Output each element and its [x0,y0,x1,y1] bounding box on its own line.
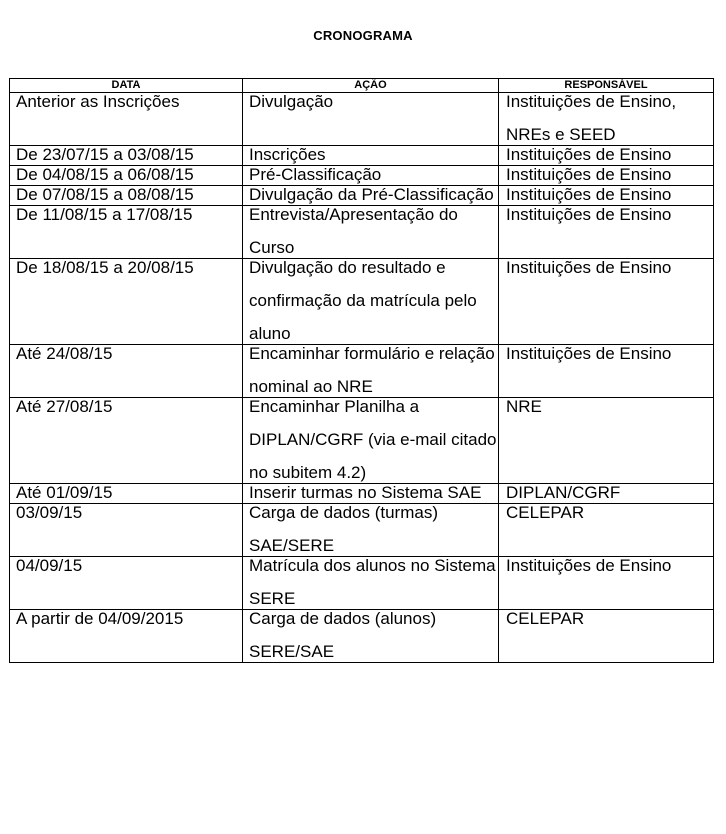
page-title: CRONOGRAMA [313,28,413,43]
table-row [10,186,714,206]
row-action: Encaminhar formulário e relação nominal ao NRE [243,345,499,398]
row-date: 04/09/15 [10,557,243,610]
row-responsible: Instituições de Ensino [499,186,714,206]
row-responsible: NRE [499,398,714,484]
row-action: Matrícula dos alunos no Sistema SERE [243,557,499,610]
row-responsible: Instituições de Ensino [499,259,714,345]
row-action: Inscrições [243,146,499,166]
row-responsible: CELEPAR [499,610,714,663]
table-row [10,610,714,663]
table-row [10,504,714,557]
table-row [10,484,714,504]
table-row [10,259,714,345]
row-action: Entrevista/Apresentação do Curso [243,206,499,259]
row-responsible: DIPLAN/CGRF [499,484,714,504]
row-action: Divulgação da Pré-Classificação [243,186,499,206]
header-date: DATA [10,79,243,93]
row-responsible: Instituições de Ensino [499,146,714,166]
row-date: Até 27/08/15 [10,398,243,484]
table-row [10,557,714,610]
row-action: Carga de dados (alunos) SERE/SAE [243,610,499,663]
row-date: De 11/08/15 a 17/08/15 [10,206,243,259]
row-date: Até 24/08/15 [10,345,243,398]
row-responsible: Instituições de Ensino [499,206,714,259]
row-date: Até 01/09/15 [10,484,243,504]
header-responsible: RESPONSÁVEL [499,79,714,93]
row-action: Inserir turmas no Sistema SAE [243,484,499,504]
row-date: A partir de 04/09/2015 [10,610,243,663]
table-row [10,345,714,398]
header-action: AÇÃO [243,79,499,93]
table-row [10,206,714,259]
table-row [10,146,714,166]
table-header-row [10,79,714,93]
row-date: De 23/07/15 a 03/08/15 [10,146,243,166]
row-action: Pré-Classificação [243,166,499,186]
row-responsible: CELEPAR [499,504,714,557]
row-date: Anterior as Inscrições [10,93,243,146]
row-action: Divulgação do resultado e confirmação da matrícula pelo aluno [243,259,499,345]
row-action: Divulgação [243,93,499,146]
table-row [10,93,714,146]
row-responsible: Instituições de Ensino [499,166,714,186]
row-responsible: Instituições de Ensino [499,557,714,610]
row-date: De 04/08/15 a 06/08/15 [10,166,243,186]
schedule-table [9,78,714,663]
table-row [10,398,714,484]
row-action: Carga de dados (turmas) SAE/SERE [243,504,499,557]
row-action: Encaminhar Planilha a DIPLAN/CGRF (via e-mail citado no subitem 4.2) [243,398,499,484]
row-responsible: Instituições de Ensino, NREs e SEED [499,93,714,146]
row-responsible: Instituições de Ensino [499,345,714,398]
row-date: De 07/08/15 a 08/08/15 [10,186,243,206]
table-row [10,166,714,186]
row-date: 03/09/15 [10,504,243,557]
row-date: De 18/08/15 a 20/08/15 [10,259,243,345]
